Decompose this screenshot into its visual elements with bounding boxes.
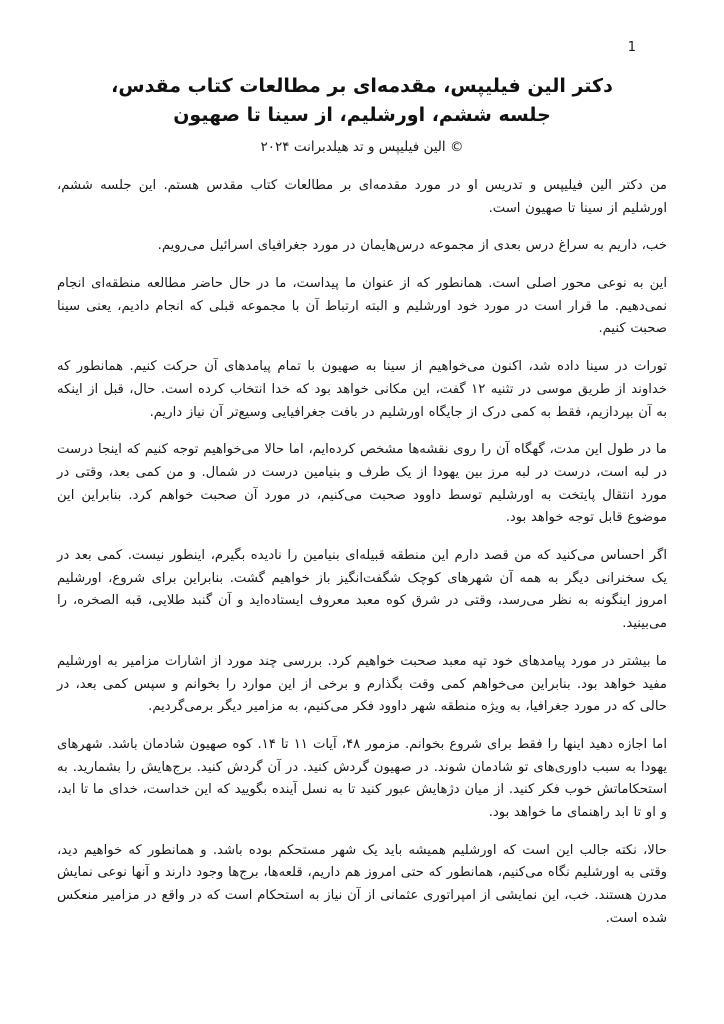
paragraph-5: ما در طول این مدت، گهگاه آن را روی نقشه‌ها مشخص کرده‌ایم، اما حالا می‌خواهیم توجه کنیم که اینجا درست در لبه است، درست در لبه مرز بین یهودا از یک طرف و بنیامین درست در شمال. و من کمی بعد، وقتی در مورد انتقال پایتخت به اورشلیم توسط داوود صحبت می‌کنیم، در مورد آن صحبت خواهم کرد. بنابراین این موضوع قابل توجه خواهد بود. bbox=[57, 442, 667, 526]
paragraph-9: حالا، نکته جالب این است که اورشلیم همیشه باید یک شهر مستحکم بوده باشد. و همانطور که خواهیم دید، وقتی به اورشلیم نگاه می‌کنیم، همانطور که حتی امروز هم داریم، قلعه‌ها، برج‌ها وجود دارند و آنها نوعی نمایش مدرن هستند. خب، این نمایشی از امپراتوری عثمانی از آن نیاز به استحکام است که در واقع در مزامیر منعکس شده است. bbox=[57, 842, 667, 926]
document-header bbox=[57, 72, 667, 131]
paragraph-2: خب، داریم به سراغ درس بعدی از مجموعه درس‌هایمان در مورد جغرافیای اسرائیل می‌رویم. bbox=[157, 238, 667, 254]
page-number: 1 bbox=[627, 40, 636, 55]
paragraph-4: تورات در سینا داده شد، اکنون می‌خواهیم از سینا به صهیون با تمام پیامدهای آن حرکت کنیم. همانطور که خداوند از طریق موسی در تثنیه ۱۲ گفت، این مکانی خواهد بود که خدا انتخاب کرده است. حال، قبل از اینکه به آن بپردازیم، فقط به کمی درک از جایگاه اورشلیم در بافت جغرافیایی وسیع‌تر آن نیاز داریم. bbox=[57, 359, 667, 420]
document-body bbox=[57, 175, 667, 931]
paragraph-8: اما اجازه دهید اینها را فقط برای شروع بخوانم. مزمور ۴۸، آیات ۱۱ تا ۱۴. کوه صهیون شادمان باشد. شهرهای یهودا به سبب داوری‌های تو شادمان شوند. در صهیون گردش کنید. در آن گردش کنید. برج‌هایش را بشمارید. به استحکاماتش خوب فکر کنید. از میان دژهایش عبور کنید تا به نسل آینده بگویید که این خداست، خدای ما تا ابد، و او تا ابد راهنمای ما خواهد بود. bbox=[57, 736, 667, 821]
paragraph-6: اگر احساس می‌کنید که من قصد دارم این منطقه قبیله‌ای بنیامین را نادیده بگیرم، اینطور نیست. کمی بعد در یک سخنرانی دیگر به همه آن شهرهای کوچک شگفت‌انگیز باز خواهیم گشت. بنابراین برای شروع، اورشلیم امروز اینگونه به نظر می‌رسد، وقتی در شرق کوه معبد معروف ایستاده‌اید و آن گنبد طلایی، قبه الصخره، را می‌بینید. bbox=[57, 548, 667, 632]
paragraph-1: من دکتر الین فیلیپس و تدریس او در مورد مقدمه‌ای بر مطالعات کتاب مقدس هستم. این جلسه ششم، اورشلیم از سینا تا صهیون است. bbox=[57, 177, 667, 216]
document-title-line-2: جلسه ششم، اورشلیم، از سینا تا صهیون bbox=[173, 104, 551, 127]
paragraph-3: این به نوعی محور اصلی است. همانطور که از عنوان ما پیداست، ما در حال حاضر مطالعه منطقه‌ای انجام نمی‌دهیم. ما قرار است در مورد خود اورشلیم و البته ارتباط آن با مجموعه قبلی که انجام دادیم، یعنی سینا صحبت کنیم. bbox=[57, 275, 667, 337]
paragraph-7: ما بیشتر در مورد پیامدهای خود تپه معبد صحبت خواهیم کرد. بررسی چند مورد از اشارات مزامیر به اورشلیم مفید خواهد بود. بنابراین می‌خواهم کمی وقت بگذارم و برخی از این موارد را بخوانم و سپس کمی بعد، در حالی که در مورد جغرافیا، به ویژه منطقه شهر داوود فکر می‌کنیم، به مزامیر دیگر برمی‌گردیم. bbox=[57, 653, 667, 715]
document-title-line-1: دکتر الین فیلیپس، مقدمه‌ای بر مطالعات کتاب مقدس، bbox=[111, 75, 613, 97]
copyright-line: © الین فیلیپس و تد هیلدبرانت ۲۰۲۴ bbox=[260, 138, 464, 155]
